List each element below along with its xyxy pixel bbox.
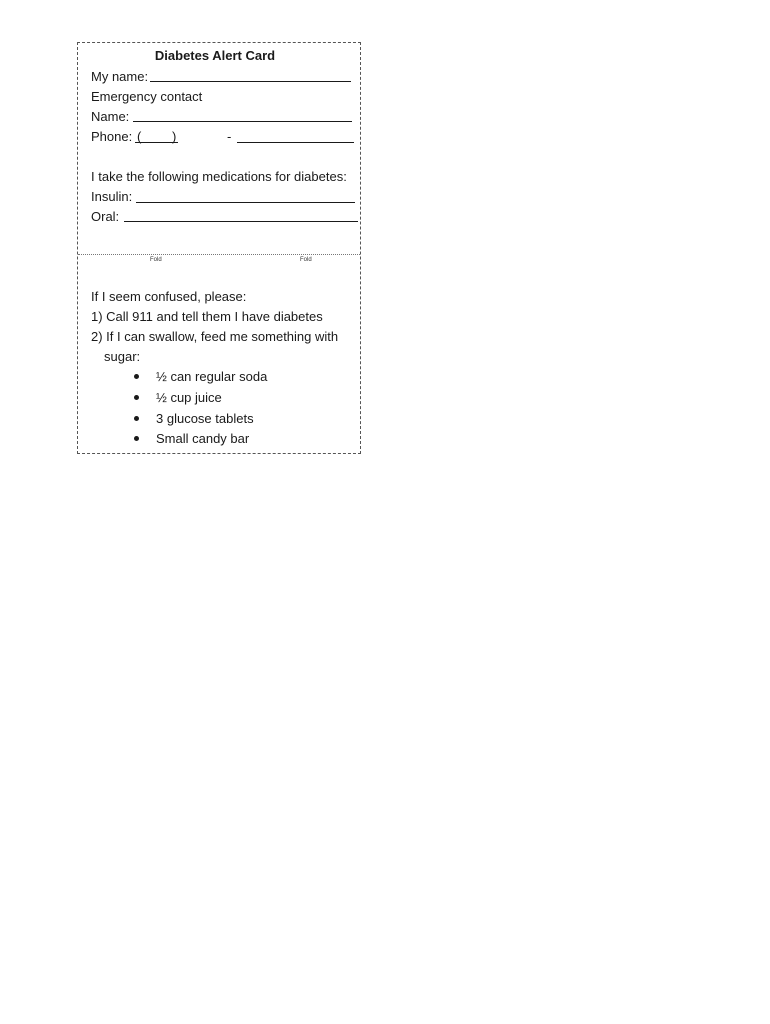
contact-name-blank[interactable]	[133, 121, 352, 122]
option-soda: ½ can regular soda	[156, 369, 268, 384]
phone-dash: -	[227, 129, 232, 144]
insulin-label: Insulin:	[91, 189, 133, 204]
bullet-icon	[134, 374, 139, 379]
phone-label: Phone:	[91, 129, 133, 144]
list-item	[134, 431, 249, 447]
list-item	[134, 369, 267, 385]
fold-label-left: Fold	[150, 257, 162, 263]
fold-label-right: Fold	[300, 257, 312, 263]
bullet-icon	[134, 436, 139, 441]
step-2-continuation: sugar:	[104, 349, 141, 364]
bullet-icon	[134, 416, 139, 421]
my-name-blank[interactable]	[150, 81, 351, 82]
list-item	[134, 411, 254, 427]
diabetes-alert-card	[77, 42, 361, 454]
phone-number-blank[interactable]	[237, 142, 354, 143]
oral-label: Oral:	[91, 209, 120, 224]
card-title: Diabetes Alert Card	[154, 48, 276, 63]
insulin-blank[interactable]	[136, 202, 355, 203]
phone-open-paren: (	[137, 129, 142, 144]
my-name-label: My name:	[91, 69, 149, 84]
phone-close-paren: )	[172, 129, 177, 144]
bullet-icon	[134, 395, 139, 400]
medications-heading: I take the following medications for diabetes:	[91, 169, 347, 184]
step-2: 2) If I can swallow, feed me something with	[91, 329, 339, 344]
fold-line	[78, 254, 360, 255]
option-juice: ½ cup juice	[156, 390, 222, 405]
option-candy: Small candy bar	[156, 431, 250, 446]
list-item	[134, 390, 222, 406]
oral-blank[interactable]	[124, 221, 358, 222]
option-glucose: 3 glucose tablets	[156, 411, 254, 426]
contact-name-label: Name:	[91, 109, 130, 124]
phone-area-code-blank[interactable]	[135, 142, 178, 143]
confused-heading: If I seem confused, please:	[91, 289, 247, 304]
step-1: 1) Call 911 and tell them I have diabetes	[91, 309, 323, 324]
emergency-contact-label: Emergency contact	[91, 89, 203, 104]
